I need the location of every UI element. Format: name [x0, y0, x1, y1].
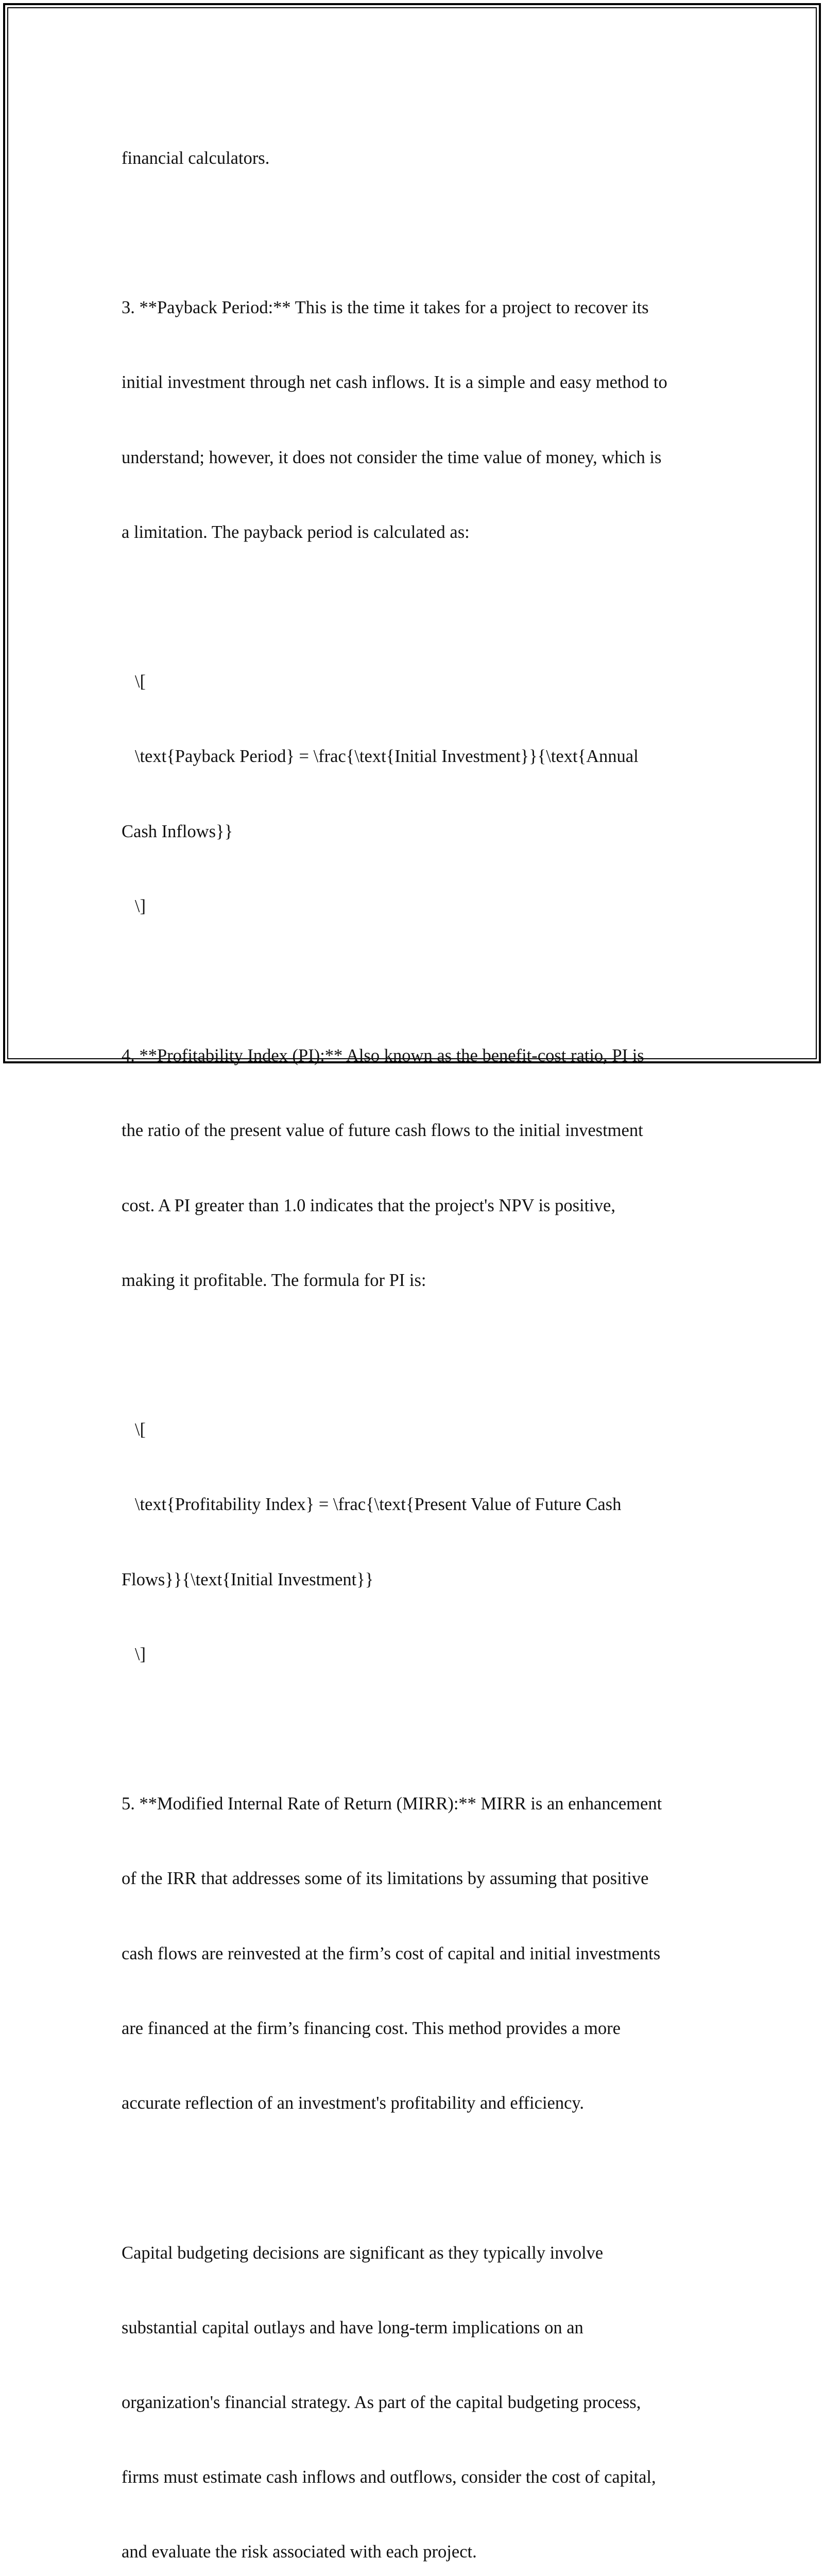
formula-line: \[ [122, 1420, 146, 1440]
blank-line [122, 2165, 719, 2190]
document-body [122, 96, 719, 2576]
formula-line: \text{Profitability Index} = \frac{\text{Present Value of Future Cash [122, 1495, 622, 1515]
text-line: 3. **Payback Period:** This is the time it takes for a project to recover its [122, 298, 649, 318]
formula-line: \] [122, 1644, 146, 1664]
text-line: making it profitable. The formula for PI is: [122, 1270, 426, 1290]
blank-line [122, 1343, 719, 1367]
text-line: and evaluate the risk associated with each project. [122, 2542, 477, 2562]
text-line: a limitation. The payback period is calculated as: [122, 522, 470, 542]
text-line: organization's financial strategy. As part of the capital budgeting process, [122, 2392, 641, 2412]
text-line: the ratio of the present value of future cash flows to the initial investment [122, 1121, 643, 1141]
text-line: initial investment through net cash inflows. It is a simple and easy method to [122, 372, 667, 393]
formula-line: \] [122, 896, 146, 916]
formula-line: \[ [122, 672, 146, 692]
blank-line [122, 221, 719, 245]
blank-line [122, 1717, 719, 1741]
text-line: 4. **Profitability Index (PI):** Also known as the benefit-cost ratio, PI is [122, 1046, 644, 1066]
text-line: firms must estimate cash inflows and outflows, consider the cost of capital, [122, 2467, 656, 2487]
formula-line: Flows}}{\text{Initial Investment}} [122, 1569, 374, 1589]
blank-line [122, 595, 719, 619]
text-line: cost. A PI greater than 1.0 indicates that the project's NPV is positive, [122, 1195, 615, 1215]
text-line: accurate reflection of an investment's profitability and efficiency. [122, 2093, 585, 2113]
blank-line [122, 969, 719, 993]
text-line: understand; however, it does not consider the time value of money, which is [122, 447, 662, 467]
text-line: 5. **Modified Internal Rate of Return (MIRR):** MIRR is an enhancement [122, 1794, 662, 1814]
formula-line: \text{Payback Period} = \frac{\text{Initial Investment}}{\text{Annual [122, 747, 639, 767]
text-line: financial calculators. [122, 148, 270, 168]
text-line: Capital budgeting decisions are significant as they typically involve [122, 2243, 604, 2263]
text-line: cash flows are reinvested at the firm’s cost of capital and initial investments [122, 1943, 661, 1963]
text-line: are financed at the firm’s financing cost. This method provides a more [122, 2018, 621, 2038]
text-line: substantial capital outlays and have long-term implications on an [122, 2317, 583, 2337]
formula-line: Cash Inflows}} [122, 821, 233, 841]
text-line: of the IRR that addresses some of its limitations by assuming that positive [122, 1869, 649, 1889]
